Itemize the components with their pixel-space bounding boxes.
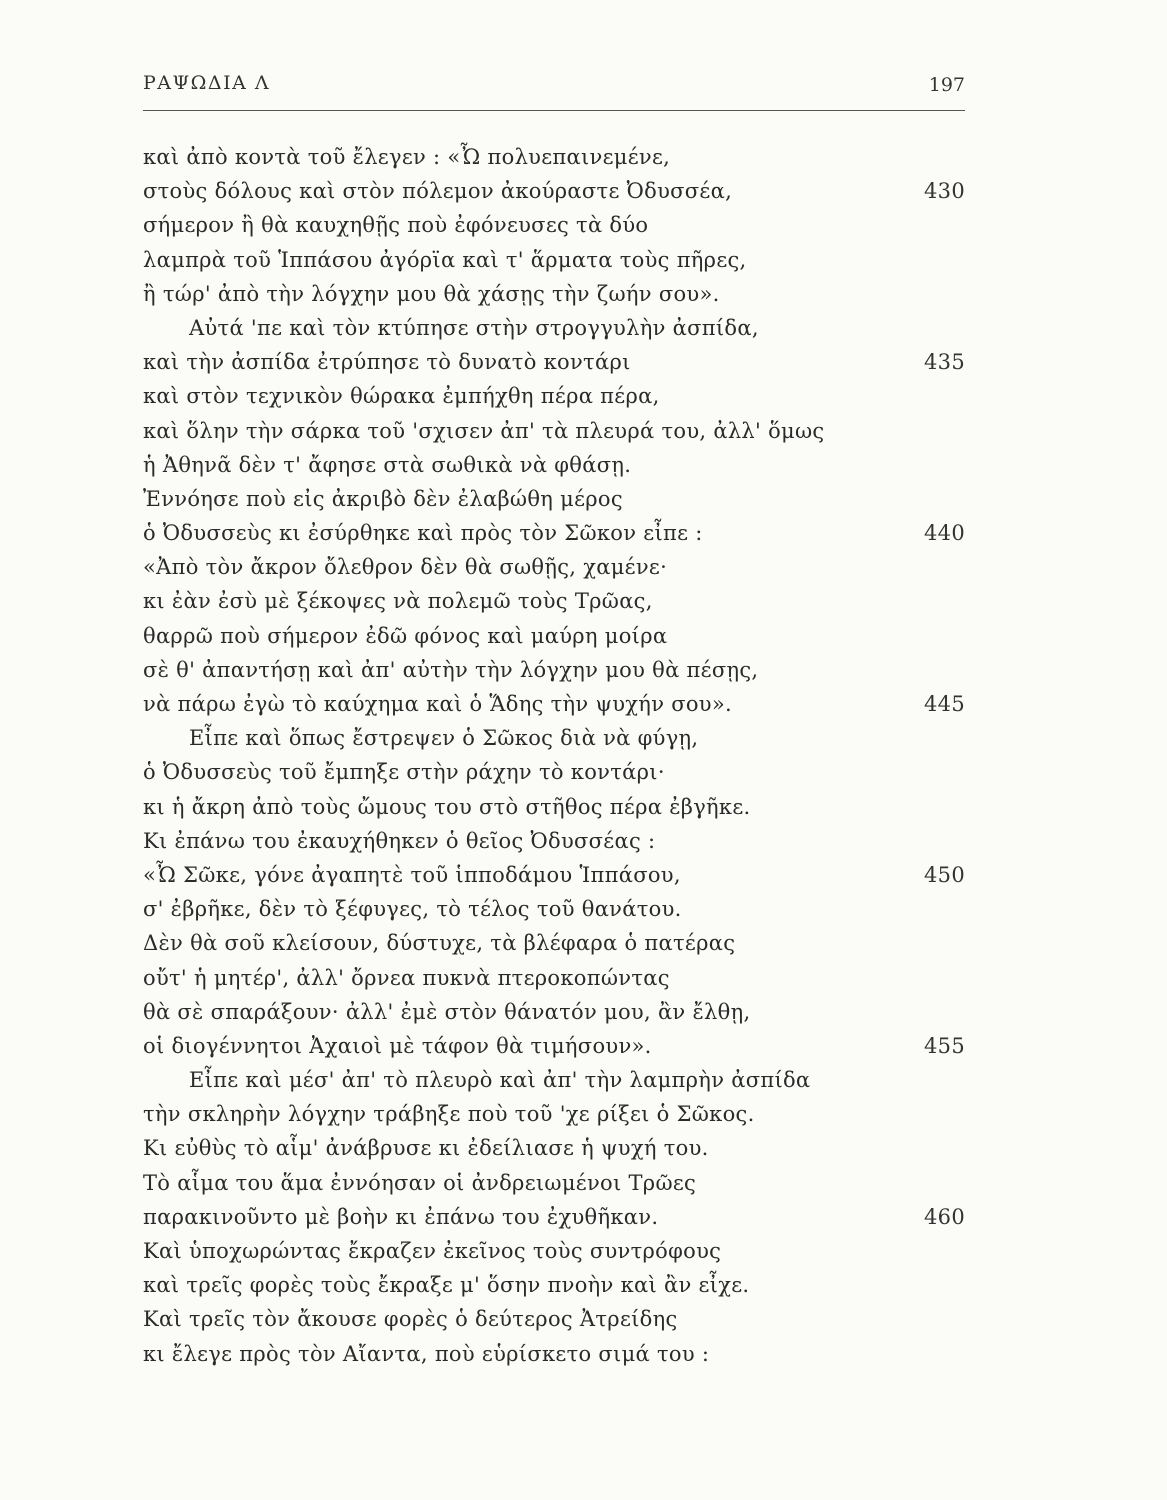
verse-text: καὶ ἀπὸ κοντὰ τοῦ ἔλεγεν : «Ὦ πολυεπαινεμένε, [143, 145, 671, 169]
verse-text: στοὺς δόλους καὶ στὸν πόλεμον ἀκούραστε Ὀδυσσέα, [143, 179, 733, 204]
verse-text: ὁ Ὀδυσσεὺς κι ἐσύρθηκε καὶ πρὸς τὸν Σῶκον εἶπε : [143, 521, 703, 546]
verse-line [143, 687, 965, 721]
verse-text: Εἶπε καὶ μέσ' ἀπ' τὸ πλευρὸ καὶ ἀπ' τὴν λαμπρὴν ἀσπίδα [189, 1068, 811, 1093]
verse-line [143, 1131, 965, 1165]
verse-text: ἢ τώρ' ἀπὸ τὴν λόγχην μου θὰ χάσῃς τὴν ζωήν σου». [143, 281, 720, 306]
verse-text: σὲ θ' ἀπαντήσῃ καὶ ἀπ' αὐτὴν τὴν λόγχην μου θὰ πέσῃς, [143, 657, 759, 682]
verse-line [143, 995, 965, 1029]
verse-block [143, 140, 965, 1371]
verse-line [143, 1097, 965, 1131]
verse-text: ἡ Ἀθηνᾶ δὲν τ' ἄφησε στὰ σωθικὰ νὰ φθάσῃ. [143, 452, 632, 477]
verse-line [143, 1337, 965, 1371]
verse-line [143, 790, 965, 824]
verse-text: καὶ τὴν ἀσπίδα ἐτρύπησε τὸ δυνατὸ κοντάρι [143, 350, 631, 375]
header-rule [143, 110, 965, 111]
verse-text: οἱ διογέννητοι Ἀχαιοὶ μὲ τάφον θὰ τιμήσουν». [143, 1033, 652, 1058]
verse-line [143, 174, 965, 208]
verse-text: νὰ πάρω ἐγὼ τὸ καύχημα καὶ ὁ Ἅδης τὴν ψυχήν σου». [143, 692, 733, 716]
verse-text: παρακινοῦντο μὲ βοὴν κι ἐπάνω του ἐχυθῆκαν. [143, 1204, 659, 1229]
verse-text: κι ἔλεγε πρὸς τὸν Αἴαντα, ποὺ εὑρίσκετο σιμά του : [143, 1341, 710, 1366]
verse-text: σ' ἐβρῆκε, δὲν τὸ ξέφυγες, τὸ τέλος τοῦ θανάτου. [143, 897, 682, 922]
verse-line [143, 243, 965, 277]
verse-line [143, 584, 965, 618]
verse-text: Αὐτά 'πε καὶ τὸν κτύπησε στὴν στρογγυλὴν ἀσπίδα, [189, 315, 759, 340]
verse-line [143, 208, 965, 242]
line-number: 435 [924, 350, 965, 375]
verse-text: λαμπρὰ τοῦ Ἱππάσου ἀγόρϊα καὶ τ' ἅρματα τοὺς πῆρες, [143, 247, 747, 272]
verse-line [143, 345, 965, 379]
verse-text: καὶ ὅλην τὴν σάρκα τοῦ 'σχισεν ἀπ' τὰ πλευρά του, ἀλλ' ὅμως [143, 418, 825, 443]
verse-text: Κι ἐπάνω του ἐκαυχήθηκεν ὁ θεῖος Ὀδυσσέας : [143, 828, 656, 853]
verse-text: Εἶπε καὶ ὅπως ἔστρεψεν ὁ Σῶκος διὰ νὰ φύγῃ, [189, 726, 699, 751]
verse-line [143, 1029, 965, 1063]
verse-line [143, 858, 965, 892]
verse-line [143, 1200, 965, 1234]
verse-line [143, 482, 965, 516]
verse-line [143, 653, 965, 687]
verse-text: κι ἐὰν ἐσὺ μὲ ξέκοψες νὰ πολεμῶ τοὺς Τρῶας, [143, 589, 653, 614]
verse-text: θαρρῶ ποὺ σήμερον ἐδῶ φόνος καὶ μαύρη μοίρα [143, 623, 668, 648]
verse-text: κι ἡ ἄκρη ἀπὸ τοὺς ὤμους του στὸ στῆθος πέρα ἐβγῆκε. [143, 794, 751, 819]
verse-line [143, 755, 965, 789]
verse-text: ὁ Ὀδυσσεὺς τοῦ ἔμπηξε στὴν ράχην τὸ κοντάρι· [143, 760, 665, 785]
verse-text: Κι εὐθὺς τὸ αἷμ' ἀνάβρυσε κι ἐδείλιασε ἡ ψυχή του. [143, 1136, 709, 1161]
line-number: 440 [924, 521, 965, 546]
line-number: 445 [924, 692, 965, 716]
verse-line [143, 892, 965, 926]
verse-line [143, 1302, 965, 1336]
verse-line [143, 311, 965, 345]
verse-text: οὔτ' ἡ μητέρ', ἀλλ' ὄρνεα πυκνὰ πτεροκοπώντας [143, 965, 670, 990]
verse-text: Ἐννόησε ποὺ εἰς ἀκριβὸ δὲν ἐλαβώθη μέρος [143, 486, 623, 511]
verse-text: Δὲν θὰ σοῦ κλείσουν, δύστυχε, τὰ βλέφαρα ὁ πατέρας [143, 931, 736, 956]
verse-line [143, 1166, 965, 1200]
verse-line [143, 140, 965, 174]
verse-line [143, 1234, 965, 1268]
line-number: 455 [924, 1033, 965, 1058]
chapter-title: ΡΑΨΩΔΙΑ Λ [143, 72, 271, 94]
verse-text: Τὸ αἷμα του ἅμα ἐννόησαν οἱ ἀνδρειωμένοι Τρῶες [143, 1170, 697, 1195]
verse-line [143, 550, 965, 584]
verse-line [143, 824, 965, 858]
verse-text: τὴν σκληρὴν λόγχην τράβηξε ποὺ τοῦ 'χε ρίξει ὁ Σῶκος. [143, 1102, 755, 1127]
verse-text: σήμερον ἢ θὰ καυχηθῇς ποὺ ἐφόνευσες τὰ δύο [143, 213, 649, 238]
line-number: 430 [924, 179, 965, 204]
verse-line [143, 516, 965, 550]
verse-line [143, 926, 965, 960]
page-number: 197 [928, 74, 965, 96]
verse-line [143, 1268, 965, 1302]
verse-text: «Ἀπὸ τὸν ἄκρον ὄλεθρον δὲν θὰ σωθῇς, χαμένε· [143, 555, 668, 580]
verse-line [143, 448, 965, 482]
verse-text: θὰ σὲ σπαράξουν· ἀλλ' ἐμὲ στὸν θάνατόν μου, ἂν ἔλθῃ, [143, 999, 751, 1024]
line-number: 450 [924, 862, 965, 887]
verse-text: Καὶ ὑποχωρώντας ἔκραζεν ἐκεῖνος τοὺς συντρόφους [143, 1239, 722, 1263]
verse-line [143, 619, 965, 653]
line-number: 460 [924, 1204, 965, 1229]
verse-text: καὶ τρεῖς φορὲς τοὺς ἔκραξε μ' ὅσην πνοὴν καὶ ἂν εἶχε. [143, 1273, 750, 1298]
verse-text: καὶ στὸν τεχνικὸν θώρακα ἐμπήχθη πέρα πέρα, [143, 384, 660, 409]
verse-text: «Ὦ Σῶκε, γόνε ἀγαπητὲ τοῦ ἱπποδάμου Ἱππάσου, [143, 862, 681, 887]
verse-line [143, 414, 965, 448]
verse-line [143, 961, 965, 995]
verse-line [143, 1063, 965, 1097]
running-head [143, 72, 965, 102]
verse-text: Καὶ τρεῖς τὸν ἄκουσε φορὲς ὁ δεύτερος Ἀτρείδης [143, 1307, 678, 1332]
verse-line [143, 379, 965, 413]
verse-line [143, 277, 965, 311]
verse-line [143, 721, 965, 755]
